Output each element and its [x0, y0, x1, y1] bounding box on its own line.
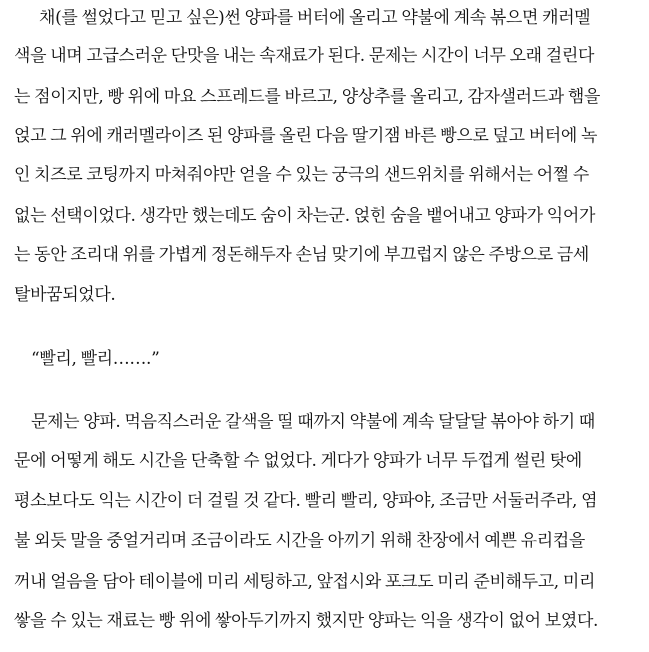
paragraph-1-line-1: 채(를 썰었다고 믿고 싶은)썬 양파를 버터에 올리고 약불에 계속 볶으면 캐러멜 — [39, 8, 591, 28]
paragraph-1-line-5: 인 치즈로 코팅까지 마쳐줘야만 얻을 수 있는 궁극의 샌드위치를 위해서는 어쩔 수 — [14, 165, 589, 185]
paragraph-3-line-4: 불 외듯 말을 중얼거리며 조금이라도 시간을 아끼기 위해 찬장에서 예쁜 유리컵을 — [14, 531, 585, 551]
paragraph-2-line-1: “빨리, 빨리…….” — [31, 349, 160, 369]
paragraph-1-line-6: 없는 선택이었다. 생각만 했는데도 숨이 차는군. 얹힌 숨을 뱉어내고 양파가 익어가 — [14, 206, 596, 226]
paragraph-1-line-2: 색을 내며 고급스러운 단맛을 내는 속재료가 된다. 문제는 시간이 너무 오래 걸린다 — [14, 46, 595, 66]
paragraph-1-line-7: 는 동안 조리대 위를 가볍게 정돈해두자 손님 맞기에 부끄럽지 않은 주방으로 금세 — [14, 245, 589, 265]
paragraph-1-line-8: 탈바꿈되었다. — [14, 285, 116, 305]
paragraph-3-line-2: 문에 어떻게 해도 시간을 단축할 수 없었다. 게다가 양파가 너무 두껍게 썰린 탓에 — [14, 451, 583, 471]
paragraph-1-line-3: 는 점이지만, 빵 위에 마요 스프레드를 바르고, 양상추를 올리고, 감자샐러드과 햄을 — [14, 87, 601, 107]
paragraph-1-line-4: 얹고 그 위에 캐러멜라이즈 된 양파를 올린 다음 딸기잼 바른 빵으로 덮고 버터에 녹 — [14, 126, 598, 146]
paragraph-3-line-3: 평소보다도 익는 시간이 더 걸릴 것 같다. 빨리 빨리, 양파야, 조금만 서둘러주라, 염 — [14, 491, 598, 511]
paragraph-3-line-1: 문제는 양파. 먹음직스러운 갈색을 띨 때까지 약불에 계속 달달달 볶아야 하기 때 — [31, 412, 595, 432]
paragraph-3-line-6: 쌓을 수 있는 재료는 빵 위에 쌓아두기까지 했지만 양파는 익을 생각이 없어 보였다. — [14, 611, 599, 631]
paragraph-3-line-5: 꺼내 얼음을 담아 테이블에 미리 세팅하고, 앞접시와 포크도 미리 준비해두고, 미리 — [14, 572, 596, 592]
